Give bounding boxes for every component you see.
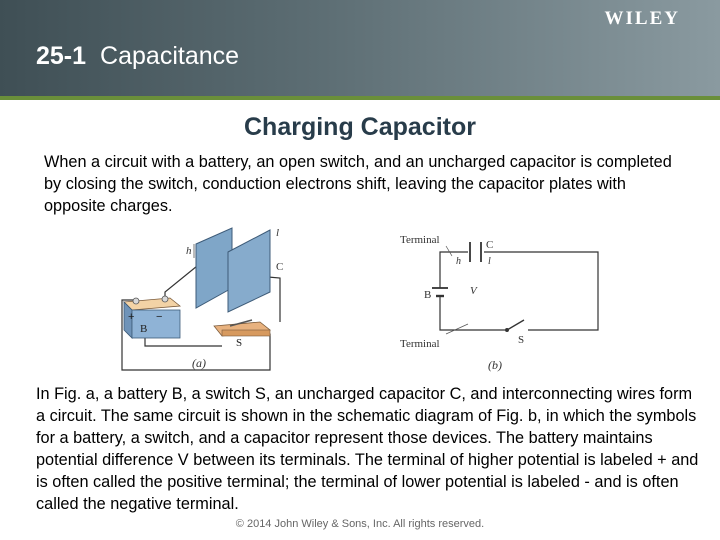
section-title: Capacitance bbox=[100, 42, 240, 70]
section-number: 25-1 bbox=[36, 42, 87, 70]
wiley-logo: WILEY bbox=[604, 8, 680, 29]
battery-terminal-minus bbox=[133, 298, 139, 304]
label-a-s: S bbox=[236, 337, 243, 349]
intro-paragraph: When a circuit with a battery, an open switch, and an uncharged capacitor is completed by closing the switch, conduction electrons shift, leaving the capacitor plates with opposite charges. bbox=[44, 153, 672, 215]
label-a-minus: − bbox=[156, 311, 163, 323]
label-b-c: C bbox=[486, 239, 494, 251]
label-a-h: h bbox=[186, 245, 192, 257]
circuit-figure bbox=[110, 222, 610, 380]
slide-header bbox=[0, 0, 720, 96]
switch-symbol-arm bbox=[507, 320, 524, 330]
label-b-b: B bbox=[424, 289, 432, 301]
schematic-loop-bottom bbox=[440, 306, 505, 330]
label-b-s: S bbox=[518, 334, 525, 346]
battery-terminal-plus bbox=[162, 296, 168, 302]
label-b-l: l bbox=[488, 256, 491, 267]
label-b-v: V bbox=[470, 285, 477, 297]
caption-b: (b) bbox=[488, 358, 502, 372]
copyright-notice: © 2014 John Wiley & Sons, Inc. All rights reserved. bbox=[235, 518, 485, 530]
terminal-pointer-top bbox=[446, 246, 452, 256]
label-a-plus: + bbox=[128, 311, 135, 323]
schematic-loop-right bbox=[484, 252, 598, 330]
capacitor-plate-right bbox=[228, 230, 270, 312]
label-b-terminal-bottom: Terminal bbox=[400, 338, 440, 350]
label-a-l: l bbox=[276, 227, 280, 239]
schematic-loop bbox=[440, 252, 468, 280]
label-b-terminal-top: Terminal bbox=[400, 234, 440, 246]
figure-a bbox=[122, 227, 283, 370]
figure-b bbox=[400, 234, 598, 372]
switch-front bbox=[222, 330, 270, 336]
slide-title: Charging Capacitor bbox=[244, 113, 476, 141]
label-a-c: C bbox=[276, 261, 284, 273]
capacitor-plate-left bbox=[196, 228, 232, 308]
terminal-pointer-bottom bbox=[446, 324, 468, 334]
section-heading bbox=[36, 42, 239, 71]
caption-a: (a) bbox=[192, 356, 206, 370]
label-b-h: h bbox=[456, 256, 461, 267]
header-accent-bar bbox=[0, 96, 720, 100]
explanation-paragraph: In Fig. a, a battery B, a switch S, an uncharged capacitor C, and interconnecting wires form a circuit. The same circuit is shown in the schematic diagram of Fig. b, in which the symbols for a battery, a switch, and a capacitor represent those devices. The battery maintains potential difference V between its terminals. The terminal of higher potential is labeled + and is often called the positive terminal; the terminal of lower potential is labeled - and is often called the negative terminal. bbox=[36, 385, 699, 513]
label-a-b: B bbox=[140, 323, 148, 335]
